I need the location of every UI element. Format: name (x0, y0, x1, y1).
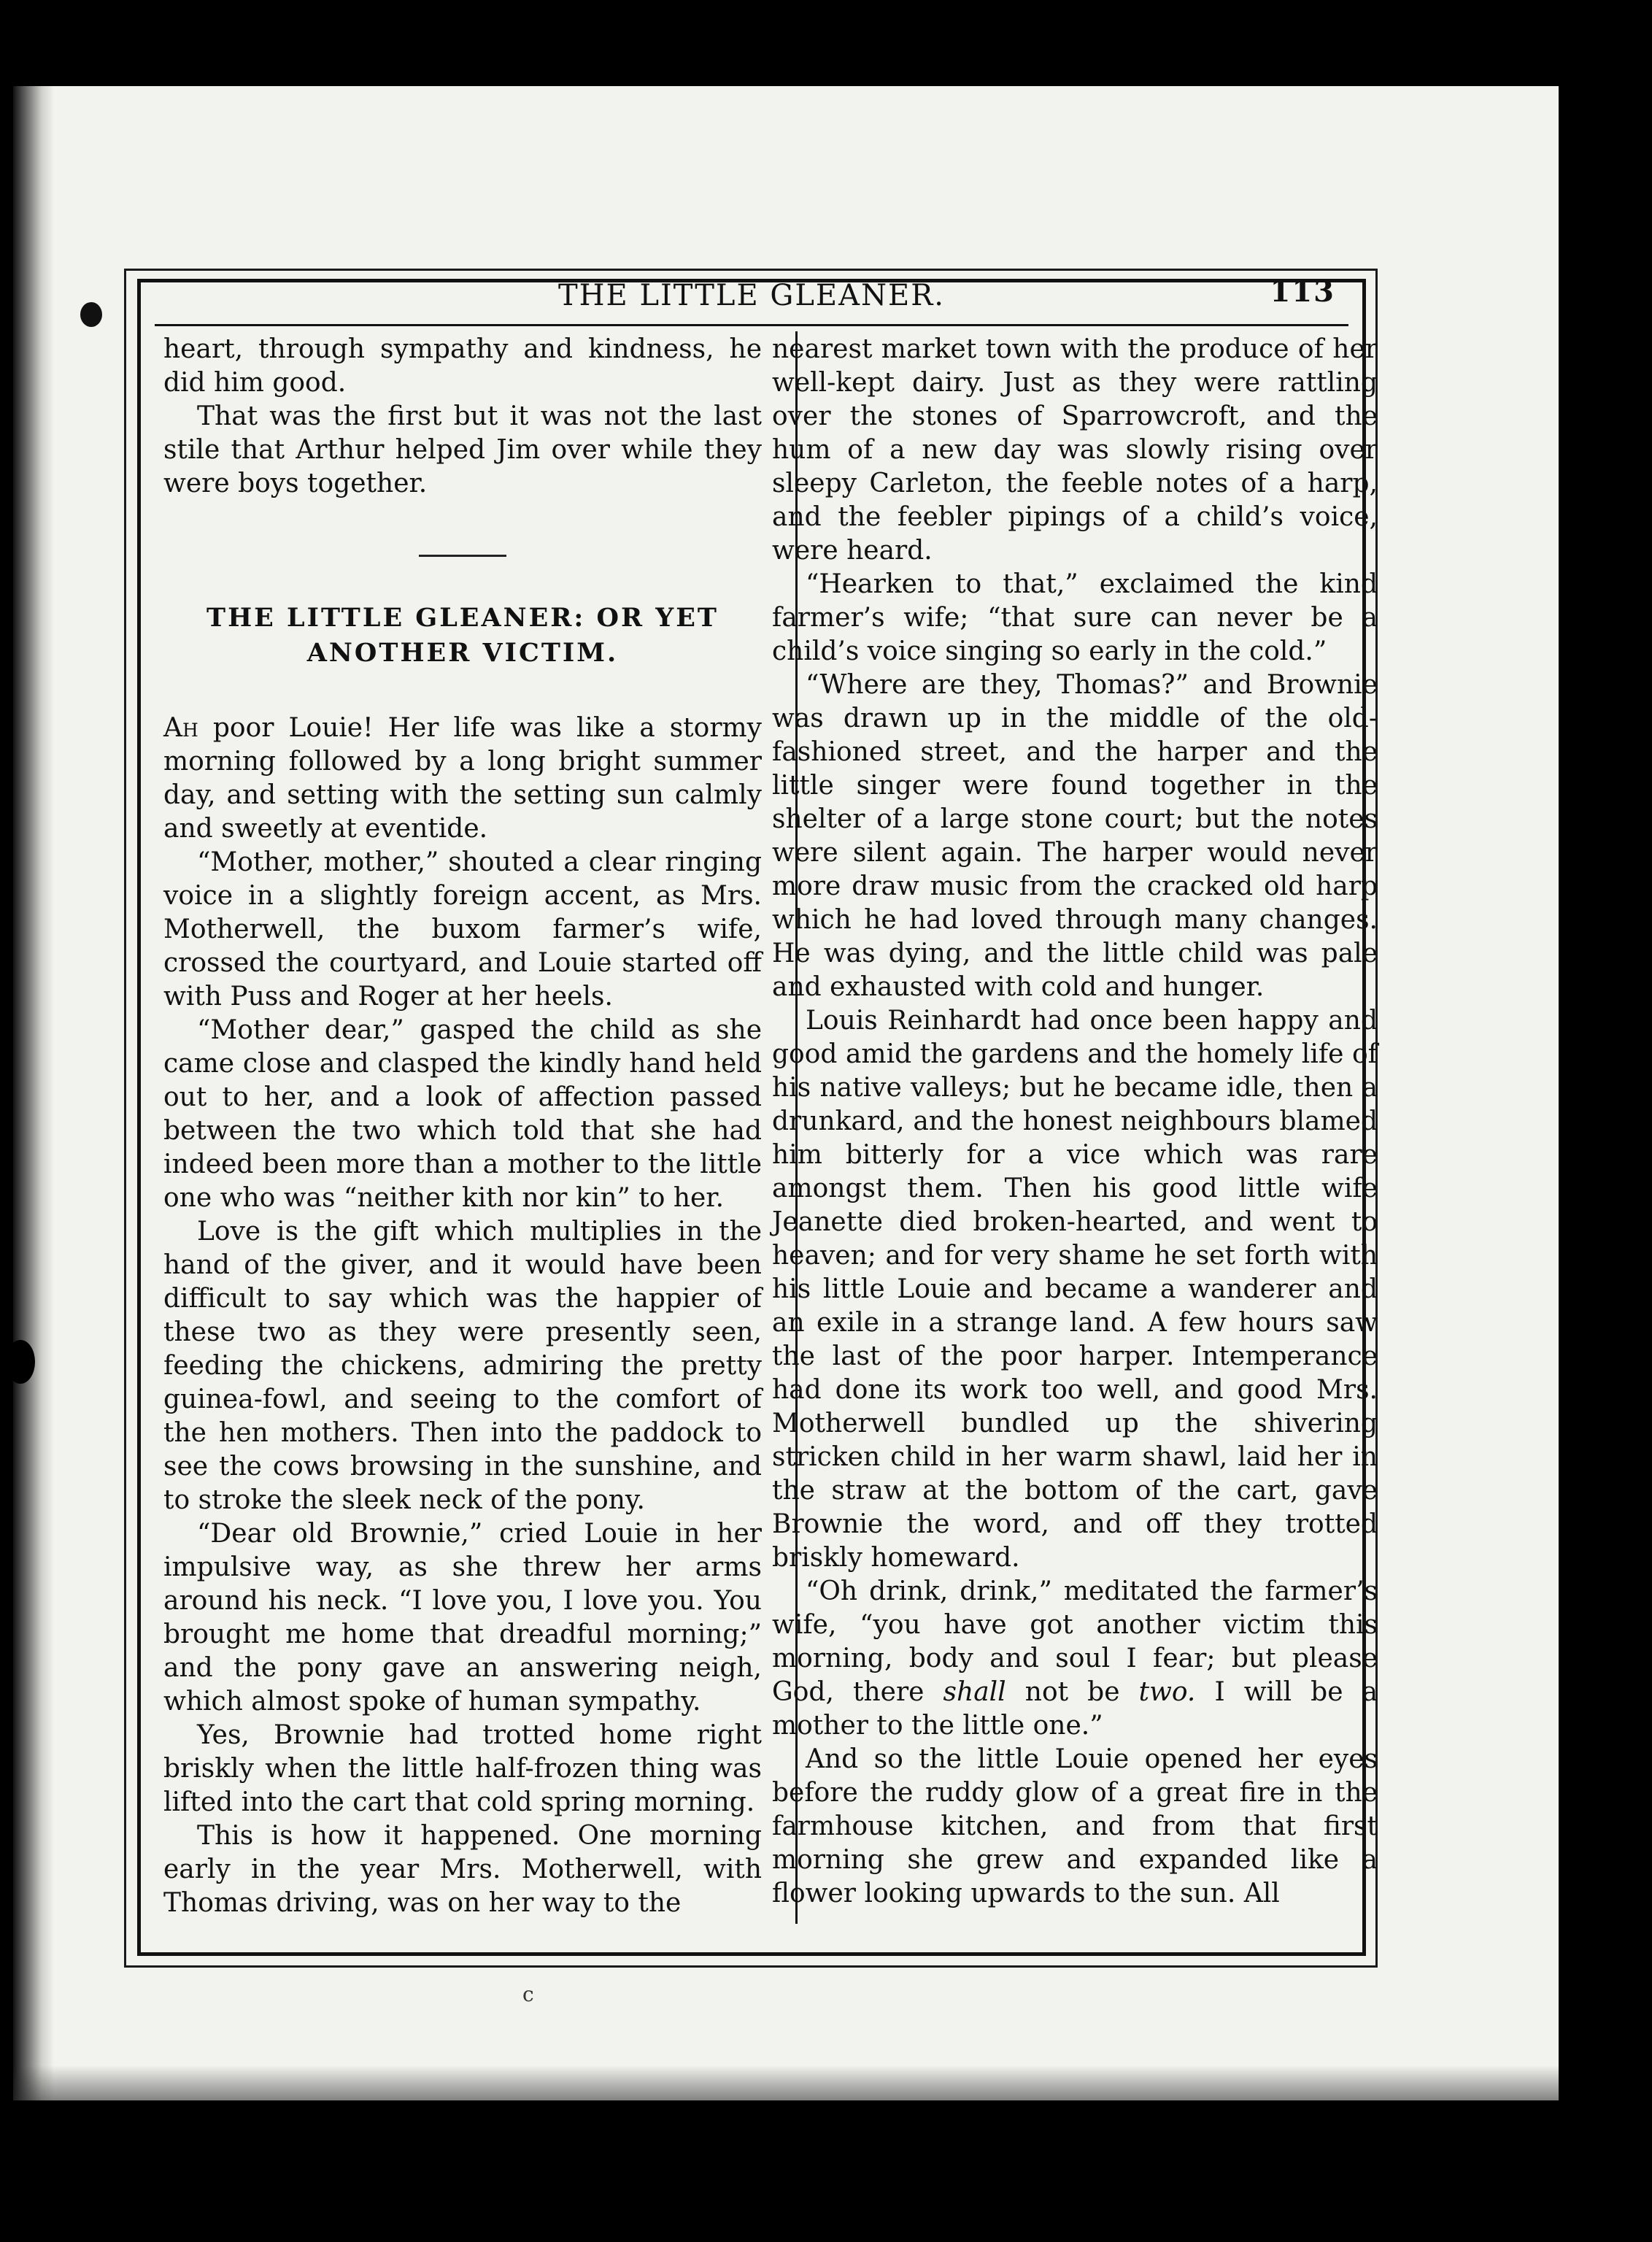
page-number: 113 (1270, 274, 1335, 309)
book-spine-shadow (13, 86, 54, 2100)
paragraph: “Mother, mother,” shouted a clear ringing voice in a slightly foreign accent, as Mrs. Motherwell, the buxom farmer’s wife, crossed the courtyard, and Louie started off with Puss and Roger at her heels. (163, 847, 762, 1012)
paragraph: heart, through sympathy and kindness, he did him good. (163, 334, 762, 398)
paragraph-text: poor Louie! Her life was like a stormy morning followed by a long bright summer day, and setting with the setting sun calmly and sweetly at eventide. (163, 713, 762, 844)
paragraph-text: I will be a mother to the little one.” (772, 1677, 1378, 1741)
opening-paragraph (163, 712, 762, 846)
binding-hole (6, 1340, 35, 1384)
paragraph: Yes, Brownie had trotted home right briskly when the little half-frozen thing was lifted into the cart that cold spring morning. (163, 1720, 762, 1817)
paragraph: “Hearken to that,” exclaimed the kind farmer’s wife; “that sure can never be a child’s voice singing so early in the cold.” (772, 569, 1378, 666)
page-edge-shadow (13, 2065, 1559, 2100)
emphasis: two. (1138, 1677, 1196, 1707)
paragraph: Love is the gift which multiplies in the hand of the giver, and it would have been difficult to say which was the happier of these two as they were presently seen, feeding the chickens, admiring the pretty guinea-fowl, and seeing to the comfort of the hen mothers. Then into the paddock to see the cows browsing in the sunshine, and to stroke the sleek neck of the pony. (163, 1217, 762, 1515)
article-title: THE LITTLE GLEANER: OR YET ANOTHER VICTIM. (206, 603, 719, 668)
ink-blot (80, 302, 102, 327)
paragraph: “Mother dear,” gasped the child as she came close and clasped the kindly hand held out to her, and a look of affection passed between the two which told that she had indeed been more than a mother to the little one who was “neither kith nor kin” to her. (163, 1015, 762, 1213)
footer-mark: c (522, 1982, 534, 2006)
paragraph: “Dear old Brownie,” cried Louie in her impulsive way, as she threw her arms around his neck. “I love you, I love you. You brought me home that dreadful morning;” and the pony gave an answering neigh, which almost spoke of human sympathy. (163, 1519, 762, 1717)
paragraph: “Where are they, Thomas?” and Brownie was drawn up in the middle of the old-fashioned street, and the harper and the little singer were found together in the shelter of a large stone court; but the notes were silent again. The harper would never more draw music from the cracked old harp which he had loved through many changes. He was dying, and the little child was pale and exhausted with cold and hunger. (772, 670, 1378, 1002)
running-head-title: THE LITTLE GLEANER. (557, 279, 946, 312)
emphasis: shall (943, 1677, 1006, 1707)
paragraph: And so the little Louie opened her eyes before the ruddy glow of a great fire in the farmhouse kitchen, and from that first morning she grew and expanded like a flower looking upwards to the sun. All (772, 1744, 1378, 1908)
paragraph-text: not be (1024, 1677, 1120, 1707)
section-divider (419, 555, 506, 557)
paragraph: That was the first but it was not the last stile that Arthur helped Jim over while they were boys together. (163, 401, 762, 498)
paragraph (772, 1575, 1378, 1743)
header-rule (155, 324, 1348, 326)
running-head (137, 271, 1366, 315)
paragraph: This is how it happened. One morning early in the year Mrs. Motherwell, with Thomas driving, was on her way to the (163, 1821, 762, 1918)
left-column (163, 333, 762, 1920)
right-column (772, 333, 1378, 1911)
paragraph: nearest market town with the produce of her well-kept dairy. Just as they were rattling over the stones of Sparrowcroft, and the hum of a new day was slowly rising over sleepy Carleton, the feeble notes of a harp, and the feebler pipings of a child’s voice, were heard. (772, 334, 1378, 566)
paragraph-text: “Oh drink, drink,” meditated the farmer’s wife, “you have got another victim this morning, body and soul I fear; but please God, there (772, 1576, 1378, 1707)
opening-word: Ah (163, 713, 198, 743)
paragraph: Louis Reinhardt had once been happy and good amid the gardens and the homely life of his native valleys; but he became idle, then a drunkard, and the honest neighbours blamed him bitterly for a vice which was rare amongst them. Then his good little wife Jeanette died broken-hearted, and went to heaven; and for very shame he set forth with his little Louie and became a wanderer and an exile in a strange land. A few hours saw the last of the poor harper. Intemperance had done its work too well, and good Mrs. Motherwell bundled up the shivering stricken child in her warm shawl, laid her in the straw at the bottom of the cart, gave Brownie the word, and off they trotted briskly homeward. (772, 1006, 1378, 1573)
